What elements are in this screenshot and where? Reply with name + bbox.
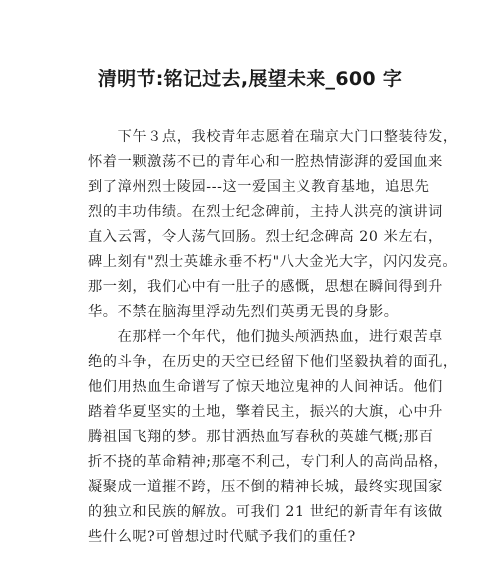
text-line: 些什么呢?可曾想过时代赋予我们的重任? (88, 529, 356, 545)
text-line: 折不挠的革命精神;那毫不利己，专门利人的高尚品格， (88, 454, 449, 470)
text-line: 在那样一个年代，他们抛头颅洒热血，进行艰苦卓 (88, 329, 443, 345)
text-line: 凝聚成一道摧不跨，压不倒的精神长城，最终实现国家 (88, 479, 443, 495)
text-line: 下午３点，我校青年志愿着在瑞京大门口整装待发， (88, 129, 458, 145)
text-line: 烈的丰功伟绩。在烈士纪念碑前，主持人洪亮的演讲词 (88, 204, 443, 220)
text-line: 怀着一颗激荡不已的青年心和一腔热情澎湃的爱国血来 (88, 154, 443, 170)
text-line: 绝的斗争，在历史的天空已经留下他们坚毅执着的面孔， (88, 354, 458, 370)
article-body (88, 125, 458, 550)
text-line: 到了漳州烈士陵园---这一爱国主义教育基地，追思先 (88, 179, 430, 195)
text-line: 他们用热血生命谱写了惊天地泣鬼神的人间神话。他们 (88, 379, 443, 395)
text-line: 腾祖国飞翔的梦。那甘洒热血写春秋的英雄气概;那百 (88, 429, 434, 445)
text-line: 那一刻，我们心中有一肚子的感慨，思想在瞬间得到升 (88, 279, 443, 295)
text-line: 的独立和民族的解放。可我们 21 世纪的新青年有该做 (88, 504, 443, 520)
text-line: 踏着华夏坚实的土地，擎着民主，振兴的大旗，心中升 (88, 404, 443, 420)
text-line: 华。不禁在脑海里浮动先烈们英勇无畏的身影。 (88, 304, 399, 320)
text-line: 直入云霄，令人荡气回肠。烈士纪念碑高 20 米左右， (88, 229, 443, 245)
text-line: 碑上刻有"烈士英雄永垂不朽"八大金光大字，闪闪发亮。 (88, 254, 458, 270)
page-title: 清明节:铭记过去,展望未来_600 字 (97, 68, 403, 90)
